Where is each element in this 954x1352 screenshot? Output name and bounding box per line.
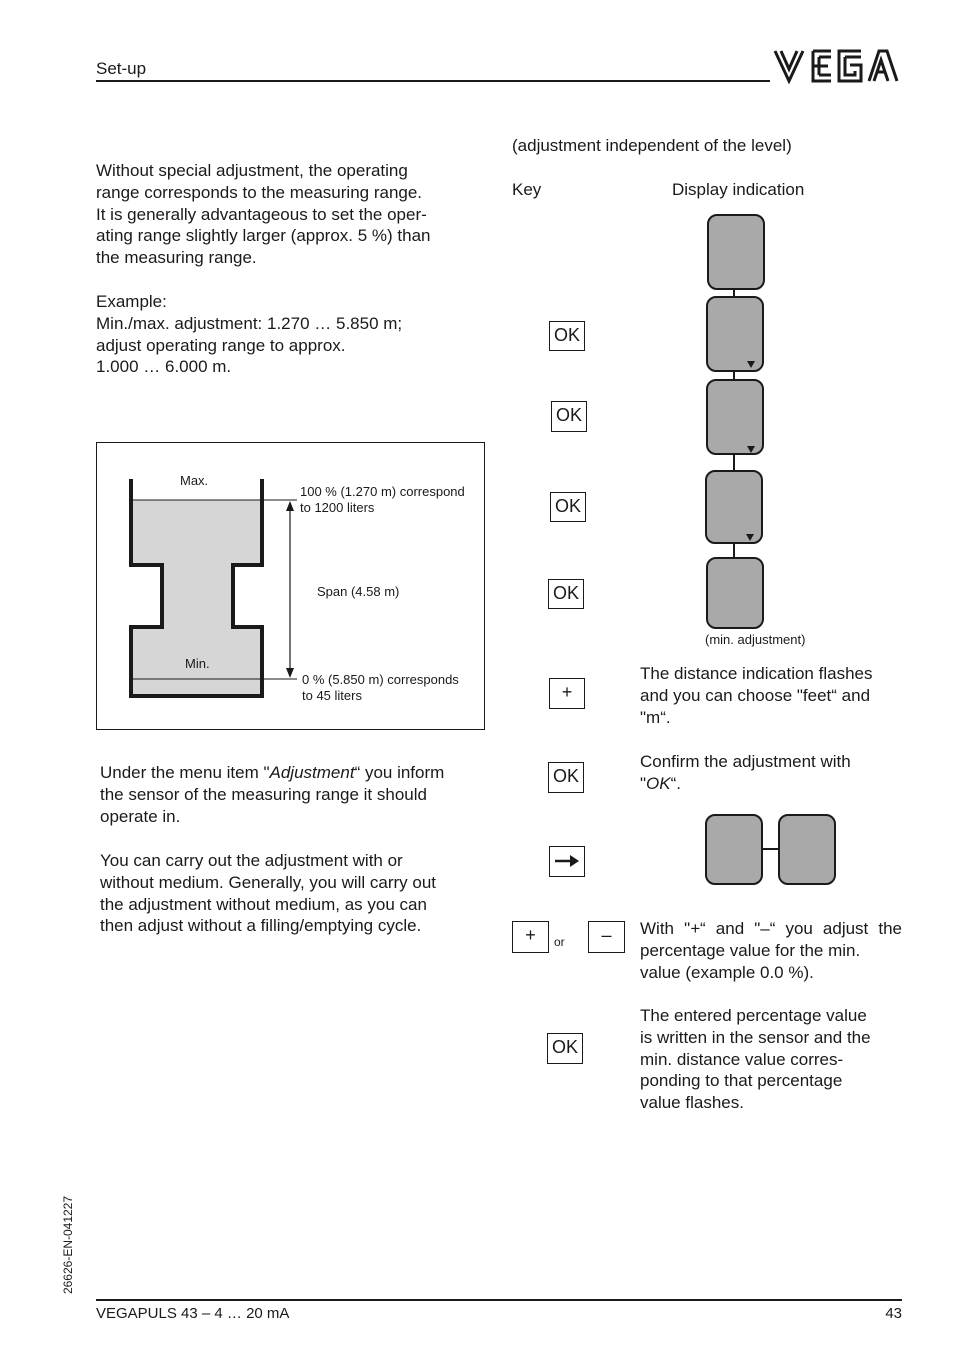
display-screen	[705, 814, 763, 885]
text-line: 1.000 … 6.000 m.	[96, 357, 232, 377]
vega-logo	[773, 48, 901, 84]
text-line: then adjust without a filling/emptying cycle.	[100, 916, 422, 936]
text-fragment: “ and "–“ you adjust the	[700, 919, 902, 938]
page-number: 43	[885, 1305, 902, 1322]
right-intro: (adjustment independent of the level)	[512, 136, 792, 155]
adjustment-paragraph	[100, 762, 488, 827]
text-line: the adjustment without medium, as you can	[100, 894, 427, 914]
text-line: adjust operating range to approx.	[96, 335, 346, 355]
text-line: "m“.	[640, 707, 671, 727]
display-screen	[706, 296, 764, 372]
text-fragment: Under the menu item "	[100, 763, 270, 782]
text-line: to 1200 liters	[300, 500, 375, 515]
text-line	[100, 762, 488, 784]
text-line: 100 % (1.270 m) correspond	[300, 484, 465, 499]
text-line: percentage value for the min.	[640, 940, 861, 960]
max-label: Max.	[180, 473, 209, 488]
confirm-text	[640, 751, 902, 795]
text-line: value (example 0.0 %).	[640, 962, 814, 982]
text-line: You can carry out the adjustment with or	[100, 851, 403, 870]
distance-flash-text	[640, 663, 902, 728]
plus-key[interactable]: +	[549, 678, 585, 709]
text-fragment: “.	[670, 773, 681, 793]
intro-paragraph	[96, 160, 484, 269]
ok-key[interactable]: OK	[548, 579, 584, 609]
text-line: ating range slightly larger (approx. 5 %) than	[96, 226, 431, 246]
text-line: ponding to that percentage	[640, 1071, 843, 1091]
down-arrow-icon	[747, 446, 755, 453]
display-screen	[705, 470, 763, 544]
connector-line	[733, 542, 735, 558]
medium-paragraph	[100, 850, 488, 937]
entered-value-text	[640, 1005, 902, 1114]
ok-key[interactable]: OK	[547, 1033, 583, 1064]
ok-key[interactable]: OK	[548, 762, 584, 793]
text-line: and you can choose "feet“ and	[640, 685, 871, 705]
menu-item-name: Adjustment	[269, 763, 355, 782]
down-arrow-icon	[746, 534, 754, 541]
tank-figure	[96, 442, 485, 730]
or-label: or	[554, 935, 565, 949]
text-line: operate in.	[100, 806, 181, 826]
text-line: The distance indication flashes	[640, 664, 873, 683]
ok-key[interactable]: OK	[550, 492, 586, 522]
header-rule	[96, 80, 770, 82]
display-screen	[707, 214, 765, 290]
text-line: 0 % (5.850 m) corresponds	[302, 672, 459, 687]
section-title: Set-up	[96, 59, 147, 78]
text-fragment: "	[640, 773, 647, 793]
text-line	[640, 918, 902, 940]
minus-key[interactable]: –	[588, 921, 625, 953]
key-name: OK	[646, 773, 671, 793]
plus-key[interactable]: +	[512, 921, 549, 953]
footer-rule	[96, 1299, 902, 1301]
text-fragment: “ you inform	[354, 763, 445, 782]
span-label: Span (4.58 m)	[317, 584, 400, 599]
text-line: the sensor of the measuring range it should	[100, 784, 427, 804]
text-line: is written in the sensor and the	[640, 1027, 871, 1047]
top-note	[300, 484, 465, 516]
example-block	[96, 291, 484, 378]
text-line	[640, 773, 902, 795]
text-line: the measuring range.	[96, 248, 257, 268]
text-line: min. distance value corres-	[640, 1049, 844, 1069]
ok-key[interactable]: OK	[551, 401, 587, 432]
doc-id: 26626-EN-041227	[61, 1195, 75, 1295]
product-name: VEGAPULS 43 – 4 … 20 mA	[96, 1305, 290, 1322]
ok-key[interactable]: OK	[549, 321, 585, 351]
text-line: to 45 liters	[302, 688, 362, 703]
text-line: Without special adjustment, the operating	[96, 161, 408, 180]
display-screen	[778, 814, 836, 885]
text-line: Confirm the adjustment with	[640, 752, 851, 771]
bottom-note	[302, 672, 459, 704]
arrow-key[interactable]	[549, 846, 585, 877]
text-line: The entered percentage value	[640, 1006, 867, 1025]
right-arrow-icon	[550, 847, 583, 875]
display-screen	[706, 379, 764, 455]
example-label: Example:	[96, 292, 167, 311]
key-name: +	[690, 919, 701, 938]
text-line: It is generally advantageous to set the oper-	[96, 204, 427, 224]
column-header-display: Display indication	[672, 180, 805, 199]
text-line: Min./max. adjustment: 1.270 … 5.850 m;	[96, 313, 403, 333]
column-header-key: Key	[512, 180, 542, 199]
display-screen	[706, 557, 764, 629]
percentage-text	[640, 918, 902, 983]
min-adjustment-caption: (min. adjustment)	[705, 632, 806, 647]
down-arrow-icon	[747, 361, 755, 368]
text-line: value flashes.	[640, 1093, 744, 1113]
min-label: Min.	[185, 656, 210, 671]
connector-line	[763, 848, 779, 850]
text-fragment: With "	[640, 919, 691, 938]
text-line: range corresponds to the measuring range.	[96, 182, 423, 202]
text-line: without medium. Generally, you will carry out	[100, 872, 437, 892]
